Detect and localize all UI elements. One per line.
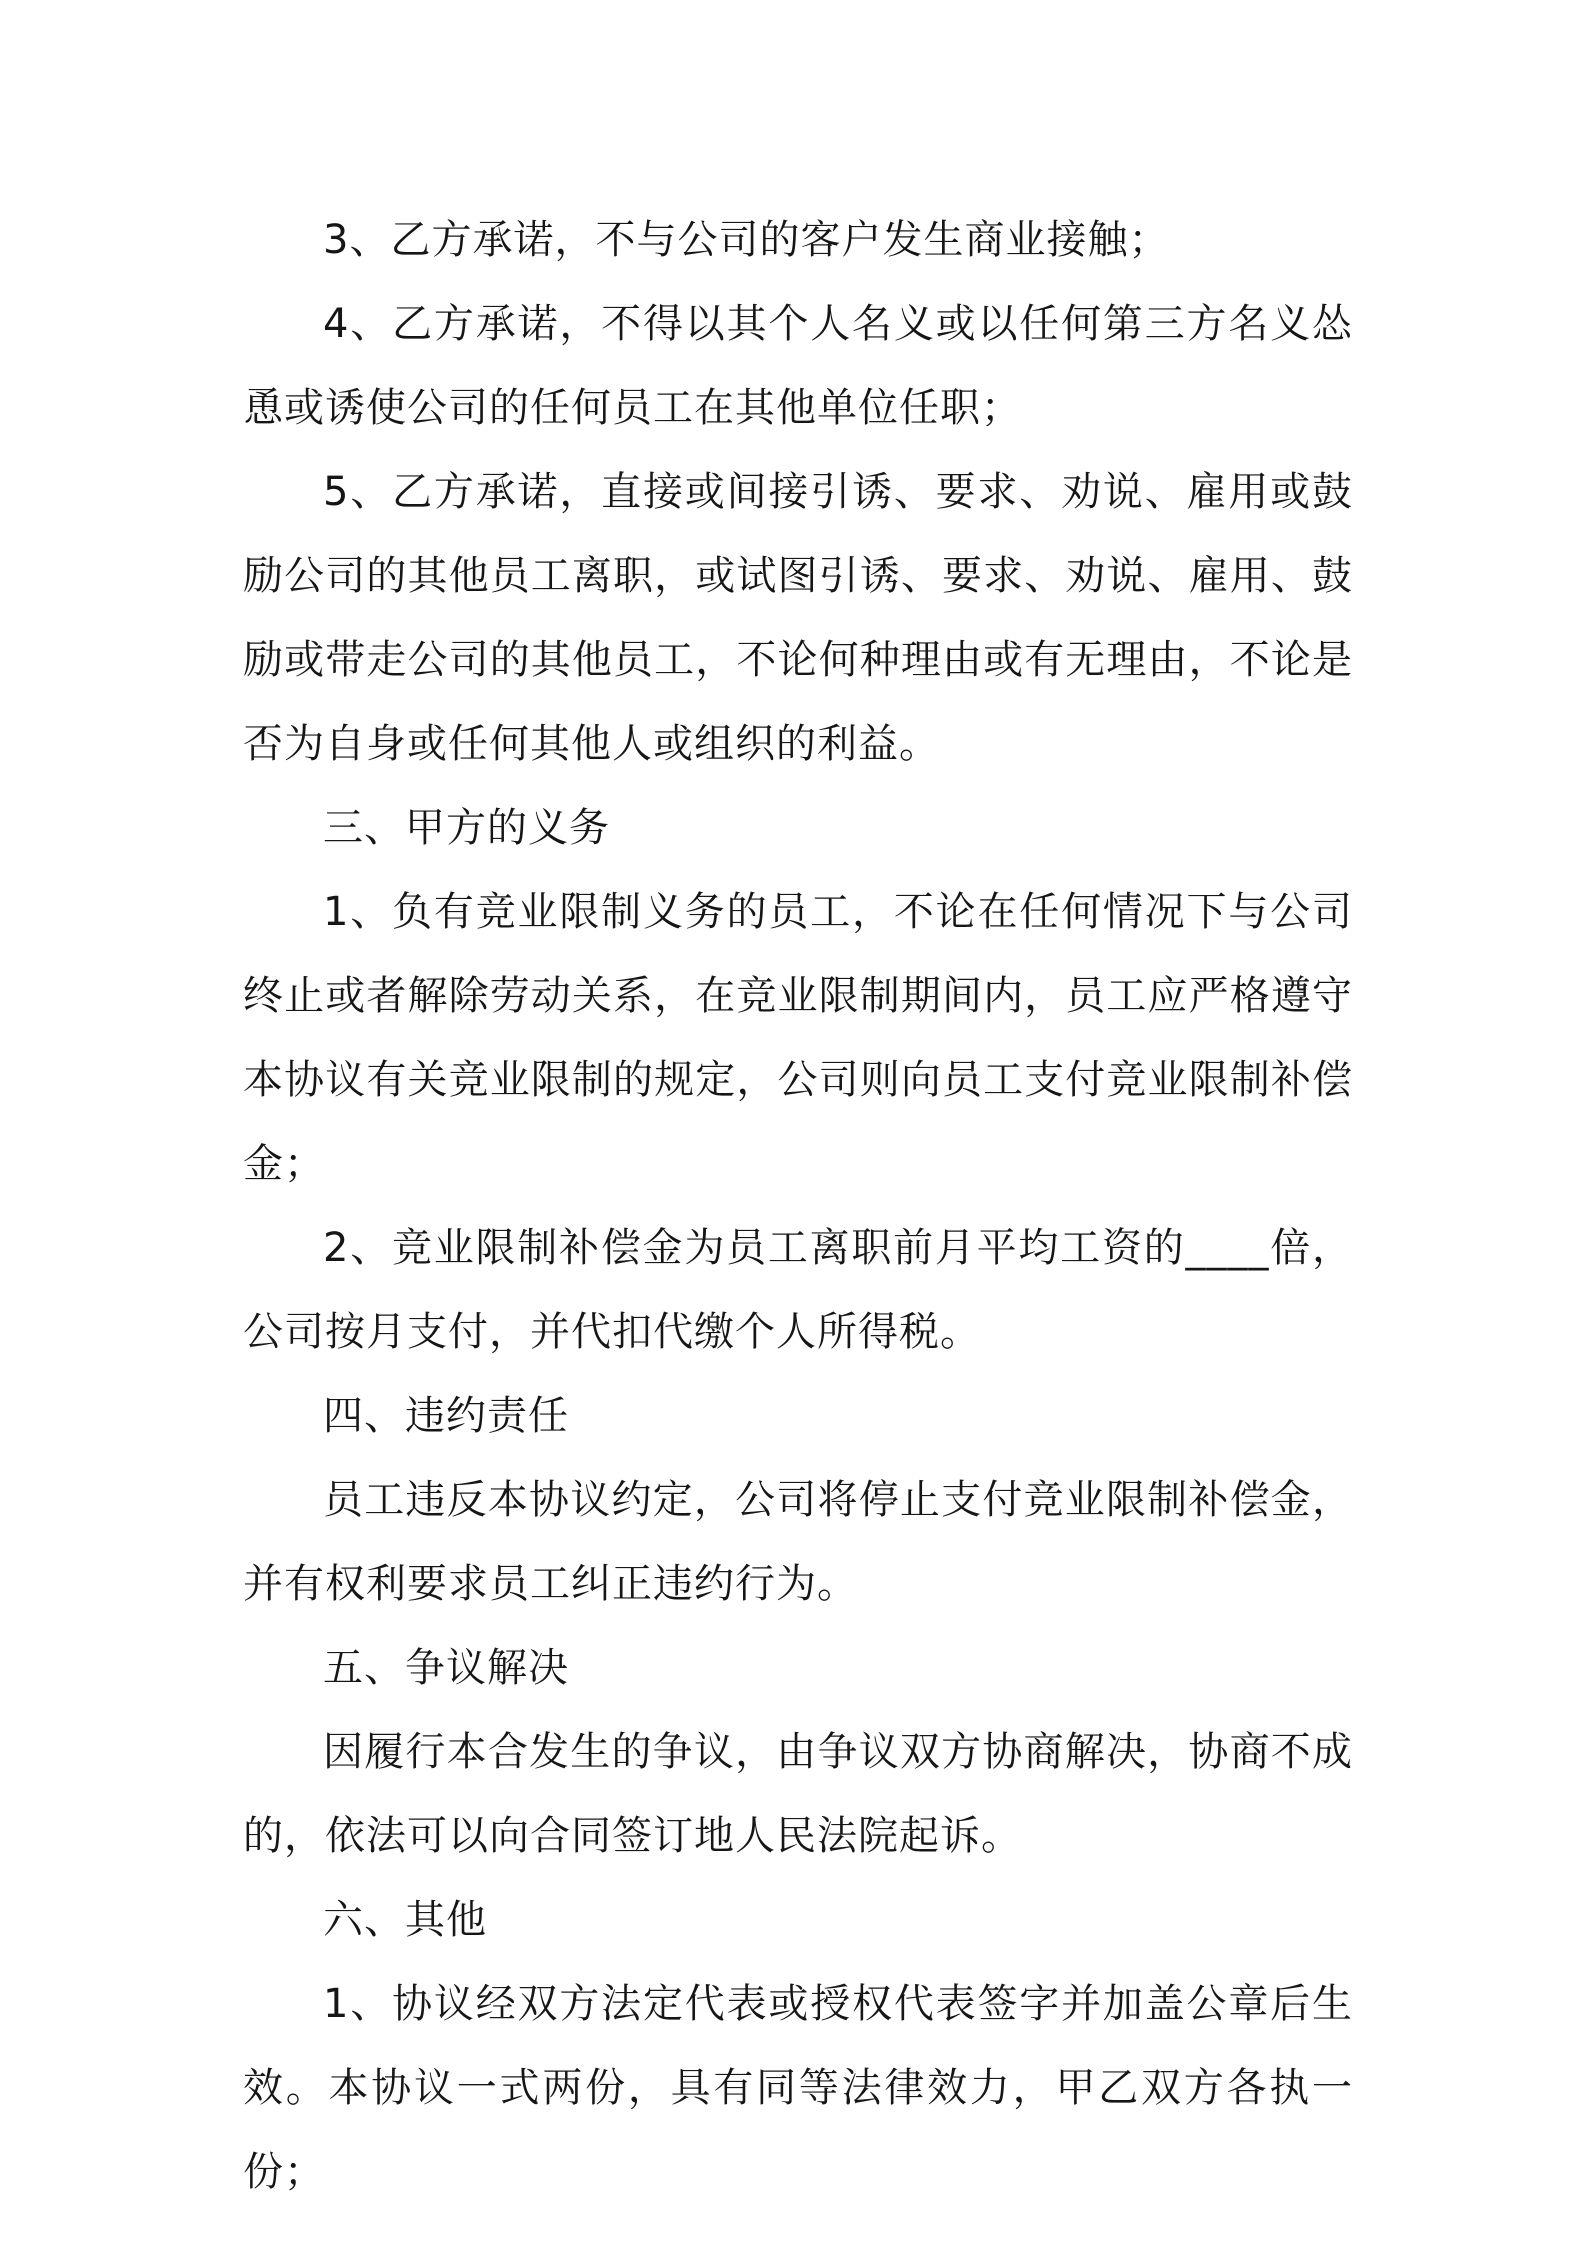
section-heading-dispute-resolution: 五、争议解决 (323, 1645, 569, 1691)
obligation-1-compensation: 1、负有竞业限制义务的员工，不论在任何情况下与公司终止或者解除劳动关系，在竞业限制期间内，员工应严格遵守本协议有关竞业限制的规定，公司则向员工支付竞业限制补偿金； (243, 889, 1353, 1187)
breach-liability-text: 员工违反本协议约定，公司将停止支付竞业限制补偿金，并有权利要求员工纠正违约行为。 (243, 1477, 1353, 1607)
document-page (243, 0, 1353, 2244)
section-heading-other: 六、其他 (323, 1897, 487, 1943)
section-heading-breach-liability: 四、违约责任 (323, 1393, 569, 1439)
dispute-resolution-text: 因履行本合发生的争议，由争议双方协商解决，协商不成的，依法可以向合同签订地人民法院起诉。 (243, 1729, 1353, 1859)
clause-5-no-induce-resignation: 5、乙方承诺，直接或间接引诱、要求、劝说、雇用或鼓励公司的其他员工离职，或试图引诱、要求、劝说、雇用、鼓励或带走公司的其他员工，不论何种理由或有无理由，不论是否为自身或任何其他人或组织的利益。 (243, 469, 1353, 767)
clause-3-no-client-contact: 3、乙方承诺，不与公司的客户发生商业接触； (323, 217, 1170, 263)
obligation-2-compensation-amount: 2、竞业限制补偿金为员工离职前月平均工资的____倍，公司按月支付，并代扣代缴个人所得税。 (243, 1225, 1353, 1355)
other-clause-1-effectiveness: 1、协议经双方法定代表或授权代表签字并加盖公章后生效。本协议一式两份，具有同等法律效力，甲乙双方各执一份； (243, 1981, 1353, 2195)
section-heading-party-a-obligations: 三、甲方的义务 (323, 805, 610, 851)
clause-4-no-solicit-employment: 4、乙方承诺，不得以其个人名义或以任何第三方名义怂恿或诱使公司的任何员工在其他单位任职； (243, 301, 1353, 431)
